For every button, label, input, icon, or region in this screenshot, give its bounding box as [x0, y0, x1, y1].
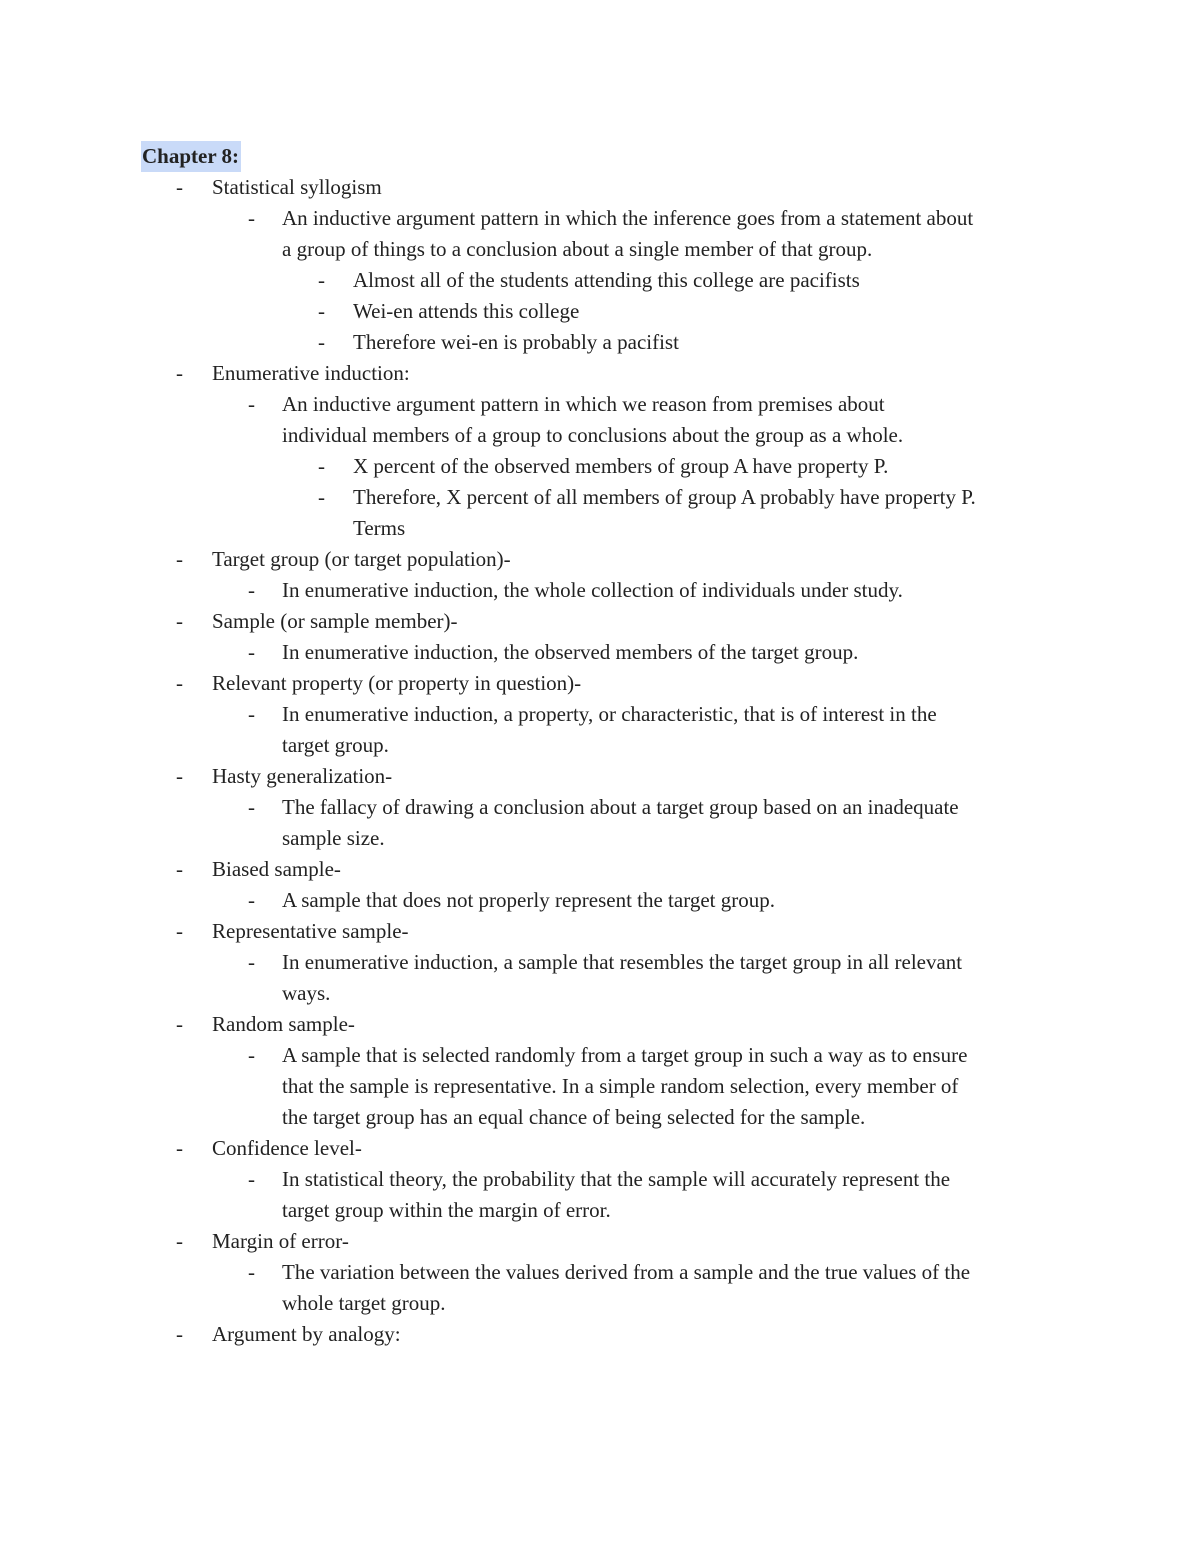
outline-text: An inductive argument pattern in which we reason from premises about [282, 392, 885, 416]
outline-line-level-2 [0, 1195, 1200, 1226]
outline-text: Random sample- [212, 1012, 355, 1036]
outline-text: Biased sample- [212, 857, 341, 881]
bullet-dash: - [176, 857, 183, 881]
outline-line-level-1 [0, 668, 1200, 699]
outline-line-level-1 [0, 544, 1200, 575]
bullet-dash: - [176, 1136, 183, 1160]
outline-text: target group within the margin of error. [282, 1198, 611, 1222]
outline-line-level-2 [0, 1040, 1200, 1071]
outline-line-level-2 [0, 885, 1200, 916]
bullet-dash: - [248, 888, 255, 912]
bullet-dash: - [248, 795, 255, 819]
outline-line-level-2 [0, 234, 1200, 265]
outline-line-level-2 [0, 1102, 1200, 1133]
bullet-dash: - [248, 1260, 255, 1284]
outline-line-level-2 [0, 730, 1200, 761]
outline-line-level-3 [0, 265, 1200, 296]
bullet-dash: - [176, 547, 183, 571]
bullet-dash: - [318, 485, 325, 509]
outline-text: the target group has an equal chance of being selected for the sample. [282, 1105, 866, 1129]
outline-line-level-3 [0, 482, 1200, 513]
outline-line-level-2 [0, 699, 1200, 730]
bullet-dash: - [248, 702, 255, 726]
outline-text: An inductive argument pattern in which the inference goes from a statement about [282, 206, 974, 230]
outline-line-level-1 [0, 1319, 1200, 1350]
chapter-heading: Chapter 8: [141, 141, 241, 172]
bullet-dash: - [176, 361, 183, 385]
bullet-dash: - [176, 1012, 183, 1036]
outline-line-level-3 [0, 451, 1200, 482]
outline-text: Almost all of the students attending this college are pacifists [353, 268, 860, 292]
bullet-dash: - [248, 950, 255, 974]
outline-line-level-3 [0, 513, 1200, 544]
outline-text: In enumerative induction, a sample that resembles the target group in all relevant [282, 950, 963, 974]
outline-text: whole target group. [282, 1291, 446, 1315]
outline-text: The variation between the values derived from a sample and the true values of the [282, 1260, 971, 1284]
outline-line-level-2 [0, 420, 1200, 451]
outline-text: Target group (or target population)- [212, 547, 511, 571]
outline-line-level-2 [0, 823, 1200, 854]
outline-line-level-1 [0, 1226, 1200, 1257]
bullet-dash: - [318, 330, 325, 354]
bullet-dash: - [176, 175, 183, 199]
outline-line-level-1 [0, 761, 1200, 792]
outline-text: In statistical theory, the probability that the sample will accurately represent the [282, 1167, 951, 1191]
outline-text: Hasty generalization- [212, 764, 393, 788]
outline-text: Wei-en attends this college [353, 299, 580, 323]
outline-text: sample size. [282, 826, 385, 850]
outline-text: Terms [353, 516, 406, 540]
bullet-dash: - [176, 1322, 183, 1346]
bullet-dash: - [176, 764, 183, 788]
bullet-dash: - [318, 268, 325, 292]
outline-text: In enumerative induction, a property, or characteristic, that is of interest in the [282, 702, 937, 726]
outline-line-level-1 [0, 172, 1200, 203]
outline-text: A sample that is selected randomly from a target group in such a way as to ensure [282, 1043, 968, 1067]
bullet-dash: - [176, 671, 183, 695]
outline-line-level-2 [0, 1164, 1200, 1195]
bullet-dash: - [248, 206, 255, 230]
outline-line-level-1 [0, 1009, 1200, 1040]
outline-text: a group of things to a conclusion about a single member of that group. [282, 237, 873, 261]
outline-text: Relevant property (or property in question)- [212, 671, 582, 695]
outline-text: Therefore, X percent of all members of group A probably have property P. [353, 485, 976, 509]
bullet-dash: - [248, 578, 255, 602]
outline-text: individual members of a group to conclusions about the group as a whole. [282, 423, 904, 447]
outline-line-level-1 [0, 358, 1200, 389]
bullet-dash: - [248, 640, 255, 664]
outline-line-level-2 [0, 792, 1200, 823]
outline-line-level-1 [0, 1133, 1200, 1164]
outline-line-level-2 [0, 637, 1200, 668]
outline-line-level-2 [0, 575, 1200, 606]
outline-text: that the sample is representative. In a simple random selection, every member of [282, 1074, 959, 1098]
outline-text: In enumerative induction, the observed members of the target group. [282, 640, 859, 664]
outline-text: Confidence level- [212, 1136, 362, 1160]
outline-text: X percent of the observed members of group A have property P. [353, 454, 889, 478]
bullet-dash: - [248, 1167, 255, 1191]
outline-text: ways. [282, 981, 331, 1005]
bullet-dash: - [176, 1229, 183, 1253]
outline-text: Argument by analogy: [212, 1322, 401, 1346]
outline-line-level-1 [0, 916, 1200, 947]
bullet-dash: - [318, 454, 325, 478]
notes-outline [0, 172, 1200, 1350]
bullet-dash: - [176, 919, 183, 943]
outline-line-level-3 [0, 327, 1200, 358]
outline-line-level-1 [0, 854, 1200, 885]
outline-line-level-2 [0, 1257, 1200, 1288]
outline-text: Enumerative induction: [212, 361, 410, 385]
outline-line-level-2 [0, 1288, 1200, 1319]
outline-text: In enumerative induction, the whole collection of individuals under study. [282, 578, 903, 602]
outline-text: target group. [282, 733, 389, 757]
outline-line-level-3 [0, 296, 1200, 327]
outline-line-level-2 [0, 947, 1200, 978]
outline-text: Representative sample- [212, 919, 409, 943]
bullet-dash: - [248, 1043, 255, 1067]
outline-text: Sample (or sample member)- [212, 609, 458, 633]
outline-text: Statistical syllogism [212, 175, 382, 199]
outline-line-level-2 [0, 389, 1200, 420]
outline-line-level-2 [0, 203, 1200, 234]
outline-text: Therefore wei-en is probably a pacifist [353, 330, 679, 354]
outline-text: A sample that does not properly represent the target group. [282, 888, 775, 912]
outline-line-level-2 [0, 978, 1200, 1009]
outline-text: Margin of error- [212, 1229, 349, 1253]
outline-line-level-2 [0, 1071, 1200, 1102]
outline-text: The fallacy of drawing a conclusion about a target group based on an inadequate [282, 795, 959, 819]
outline-line-level-1 [0, 606, 1200, 637]
bullet-dash: - [318, 299, 325, 323]
bullet-dash: - [248, 392, 255, 416]
bullet-dash: - [176, 609, 183, 633]
